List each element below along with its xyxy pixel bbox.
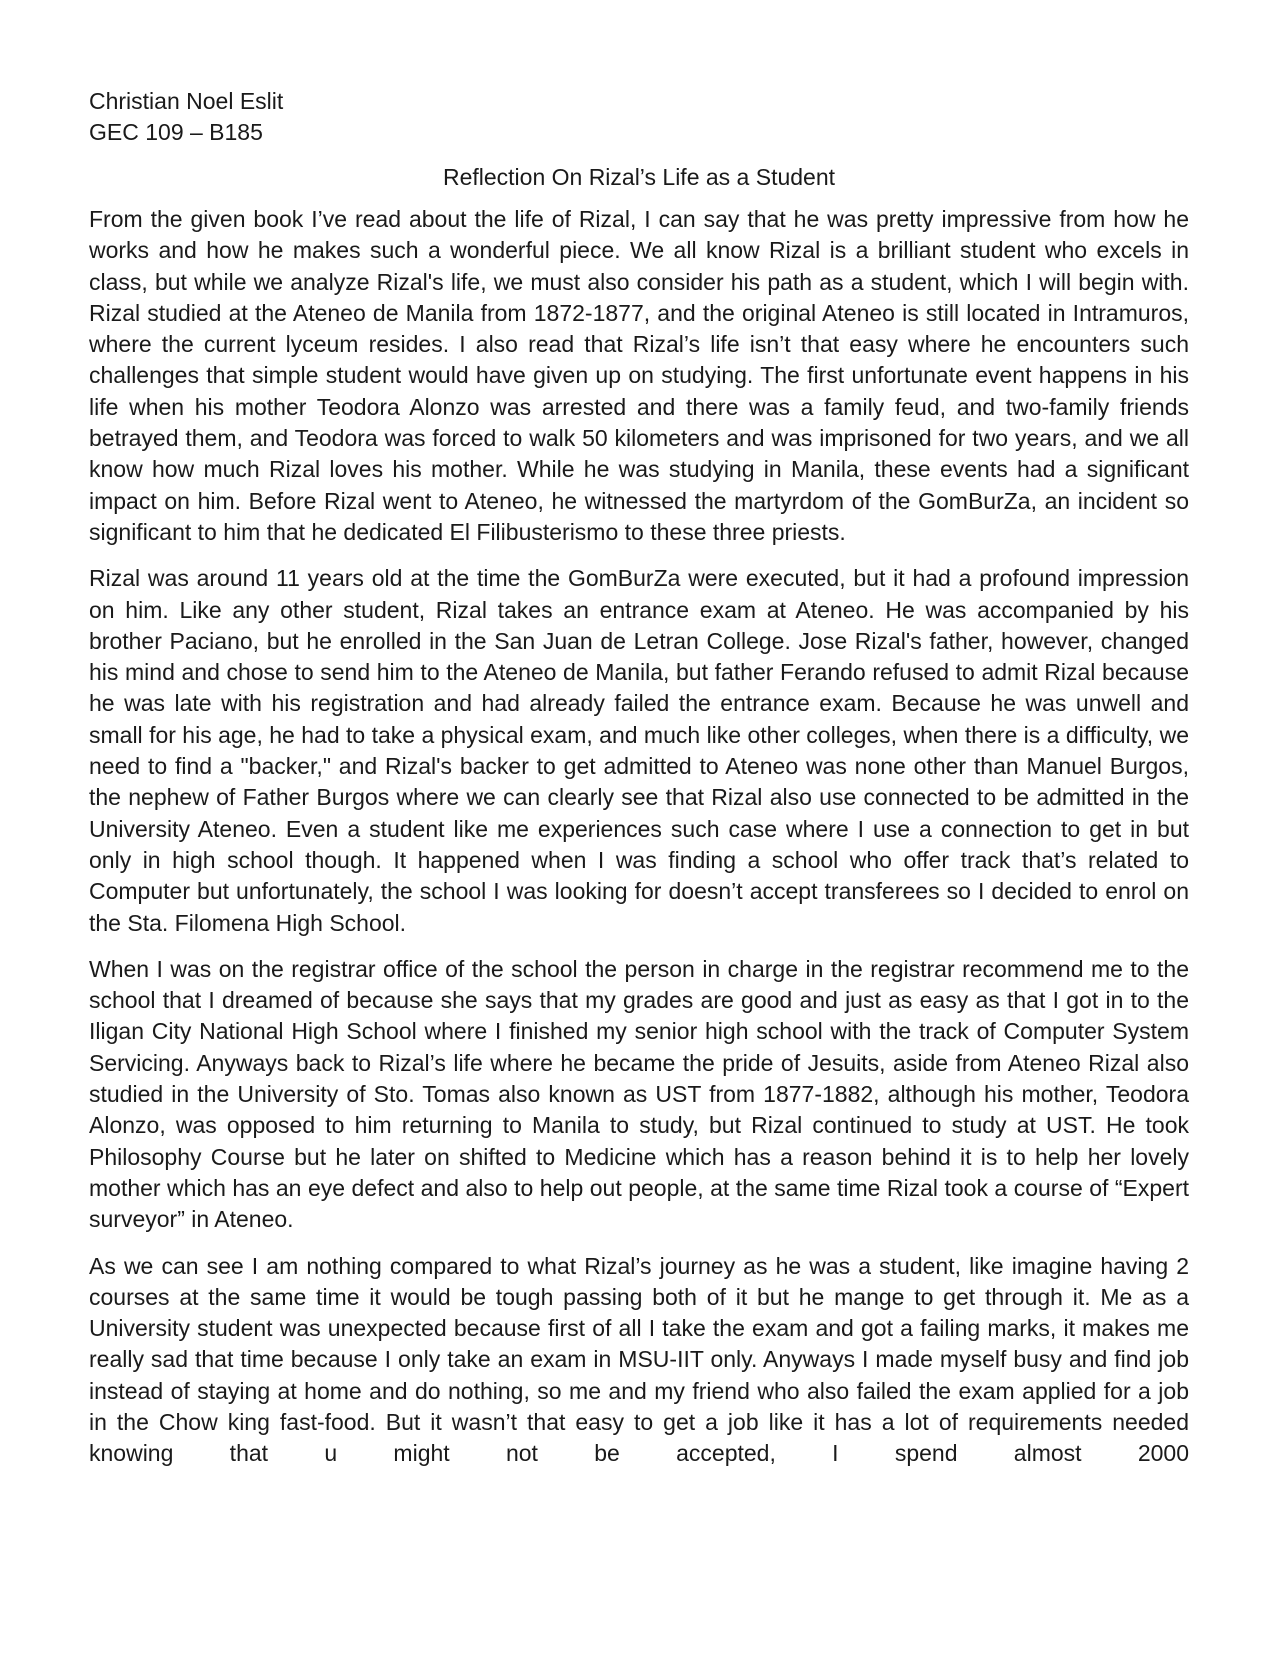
paragraph-3: When I was on the registrar office of the school the person in charge in the registrar recommend me to the school that I dreamed of because she says that my grades are good and just as easy as that I got in to the Iligan City National High School where I finished my senior high school with the track of Computer System Servicing. Anyways back to Rizal’s life where he became the pride of Jesuits, aside from Ateneo Rizal also studied in the University of Sto. Tomas also known as UST from 1877-1882, although his mother, Teodora Alonzo, was opposed to him returning to Manila to study, but Rizal continued to study at UST. He took Philosophy Course but he later on shifted to Medicine which has a reason behind it is to help her lovely mother which has an eye defect and also to help out people, at the same time Rizal took a course of “Expert surveyor” in Ateneo. (89, 955, 1189, 1233)
paragraph-4: As we can see I am nothing compared to what Rizal’s journey as he was a student, like imagine having 2 courses at the same time it would be tough passing both of it but he mange to get through it. Me as a University student was unexpected because first of all I take the exam and got a failing marks, it makes me really sad that time because I only take an exam in MSU-IIT only. Anyways I made myself busy and find job instead of staying at home and do nothing, so me and my friend who also failed the exam applied for a job in the Chow king fast-food. But it wasn’t that easy to get a job like it has a lot of requirements needed knowing that u might not be accepted, I spend almost 2000 (89, 1252, 1189, 1467)
course-code: GEC 109 – B185 (89, 119, 263, 145)
document-title: Reflection On Rizal’s Life as a Student (442, 164, 836, 190)
author-name: Christian Noel Eslit (89, 88, 284, 114)
paragraph-1: From the given book I’ve read about the life of Rizal, I can say that he was pretty impressive from how he works and how he makes such a wonderful piece. We all know Rizal is a brilliant student who excels in class, but while we analyze Rizal's life, we must also consider his path as a student, which I will begin with. Rizal studied at the Ateneo de Manila from 1872-1877, and the original Ateneo is still located in Intramuros, where the current lyceum resides. I also read that Rizal’s life isn’t that easy where he encounters such challenges that simple student would have given up on studying. The first unfortunate event happens in his life when his mother Teodora Alonzo was arrested and there was a family feud, and two-family friends betrayed them, and Teodora was forced to walk 50 kilometers and was imprisoned for two years, and we all know how much Rizal loves his mother. While he was studying in Manila, these events had a significant impact on him. Before Rizal went to Ateneo, he witnessed the martyrdom of the GomBurZa, an incident so significant to him that he dedicated El Filibusterismo to these three priests. (89, 206, 1189, 545)
paragraph-2: Rizal was around 11 years old at the time the GomBurZa were executed, but it had a profound impression on him. Like any other student, Rizal takes an entrance exam at Ateneo. He was accompanied by his brother Paciano, but he enrolled in the San Juan de Letran College. Jose Rizal's father, however, changed his mind and chose to send him to the Ateneo de Manila, but father Ferando refused to admit Rizal because he was late with his registration and had already failed the entrance exam. Because he was unwell and small for his age, he had to take a physical exam, and much like other colleges, when there is a difficulty, we need to find a "backer," and Rizal's backer to get admitted to Ateneo was none other than Manuel Burgos, the nephew of Father Burgos where we can clearly see that Rizal also use connected to be admitted in the University Ateneo. Even a student like me experiences such case where I use a connection to get in but only in high school though. It happened when I was finding a school who offer track that’s related to Computer but unfortunately, the school I was looking for doesn’t accept transferees so I decided to enrol on the Sta. Filomena High School. (89, 565, 1189, 936)
document-body (89, 86, 1189, 1485)
